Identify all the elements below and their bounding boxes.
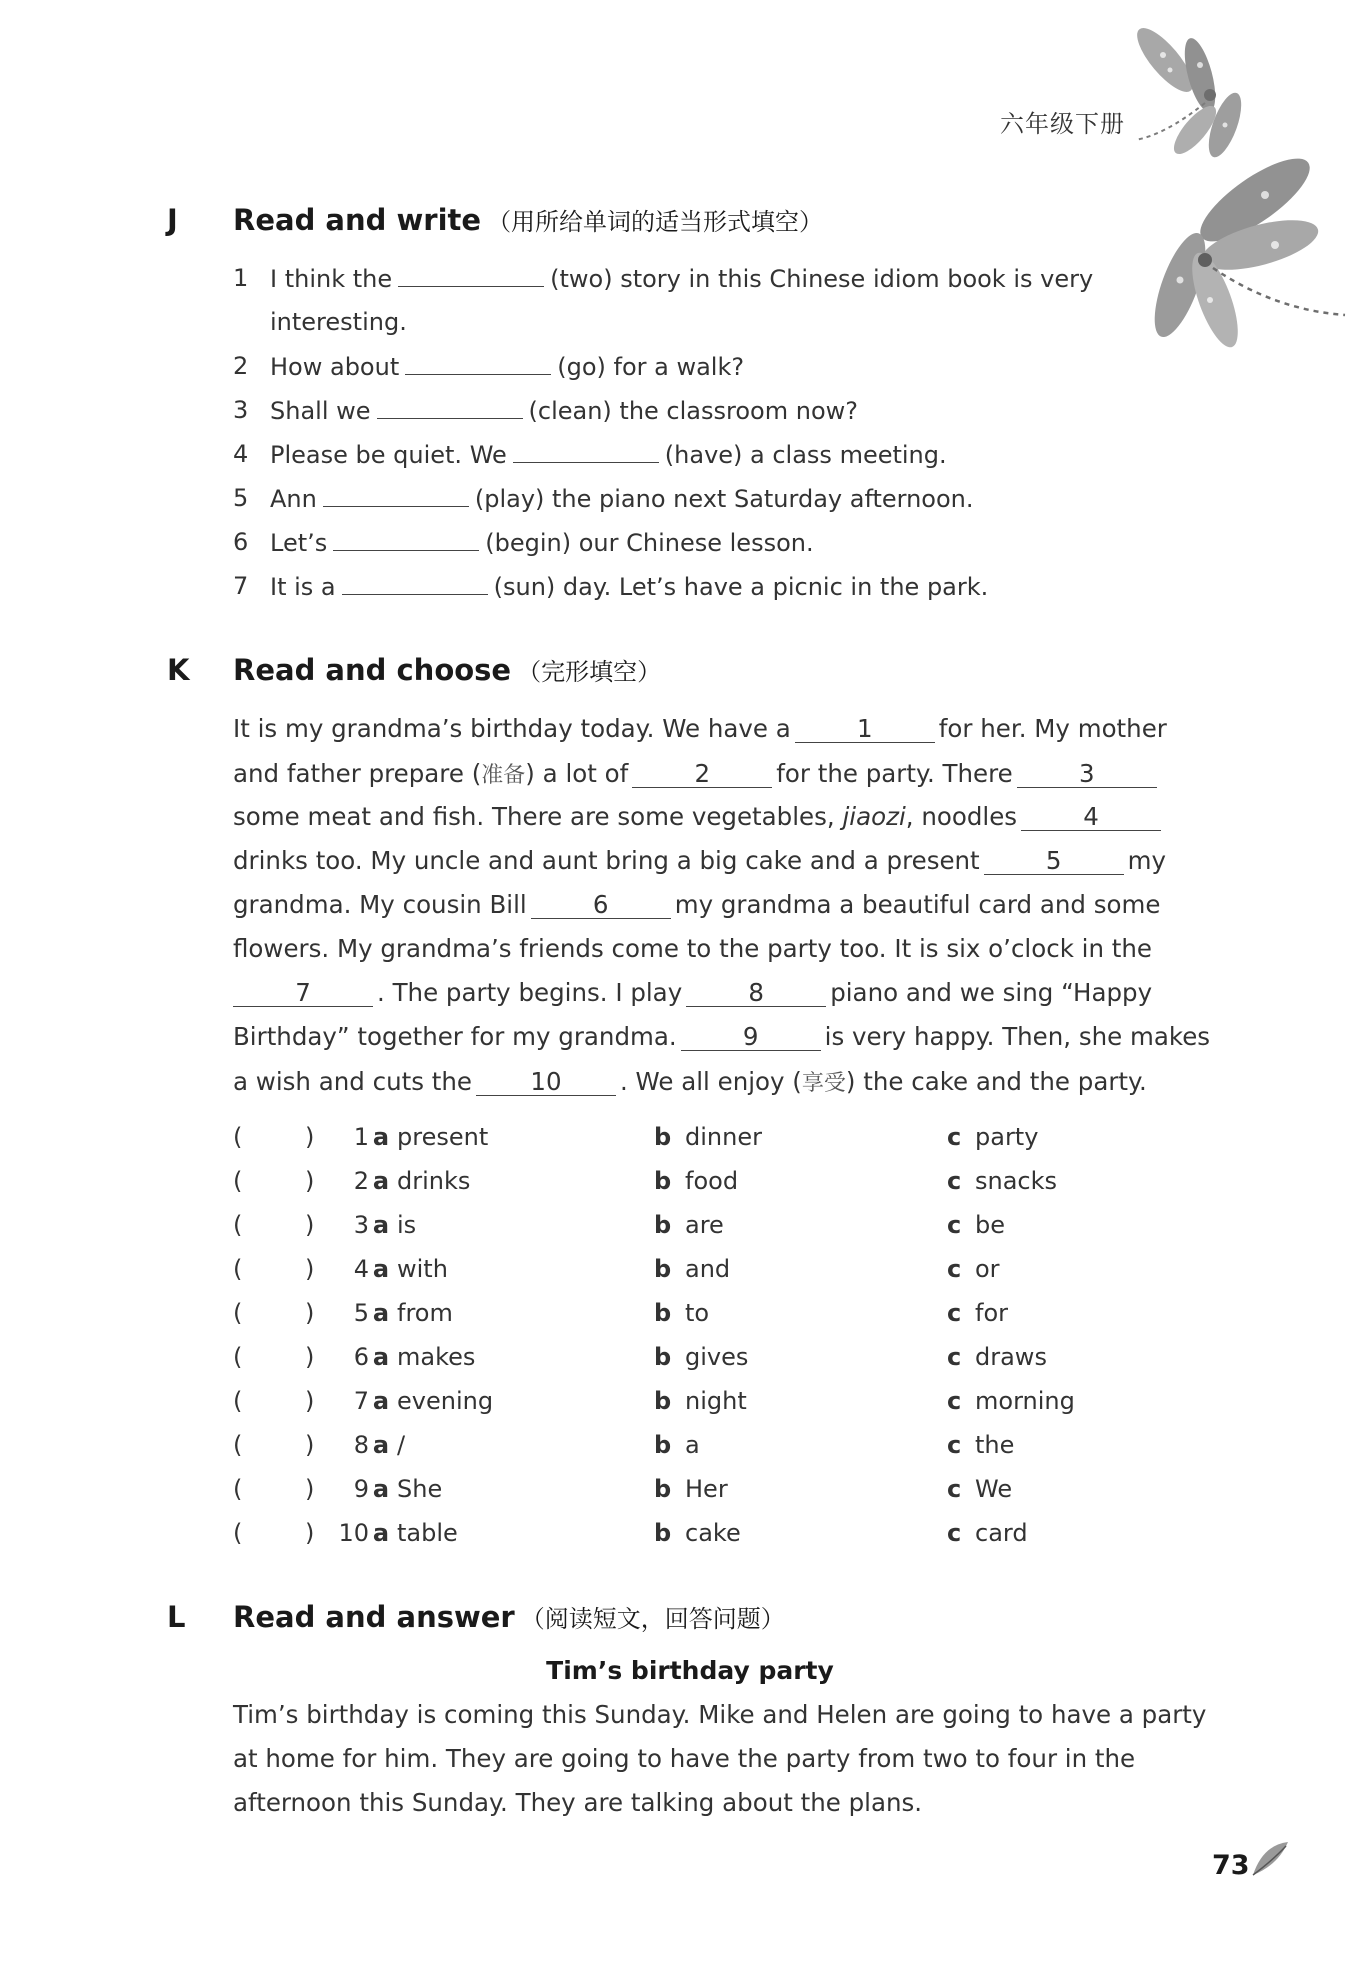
passage-text: grandma. My cousin Bill: [233, 890, 527, 919]
option-letter-a: a: [372, 1255, 390, 1283]
item-text: Ann: [270, 485, 317, 513]
option-a-text: table: [397, 1519, 458, 1547]
option-a-text: drinks: [397, 1167, 471, 1195]
answer-paren-close[interactable]: ): [305, 1519, 315, 1547]
answer-blank[interactable]: [405, 352, 551, 375]
passage-text: a wish and cuts the: [233, 1067, 472, 1096]
option-number: 4: [353, 1255, 369, 1283]
answer-paren-open[interactable]: (: [233, 1123, 243, 1151]
option-number: 10: [338, 1519, 369, 1547]
option-b-text: night: [685, 1387, 747, 1415]
option-letter-a: a: [372, 1167, 390, 1195]
passage-text: . The party begins. I play: [377, 978, 683, 1007]
option-letter-c: c: [947, 1255, 962, 1283]
option-letter-a: a: [372, 1211, 390, 1239]
cloze-blank[interactable]: 6: [531, 892, 671, 919]
cloze-blank[interactable]: 7: [233, 980, 373, 1007]
answer-paren-close[interactable]: ): [305, 1299, 315, 1327]
answer-paren-close[interactable]: ): [305, 1343, 315, 1371]
passage-line: [233, 758, 1161, 789]
answer-paren-close[interactable]: ): [305, 1211, 315, 1239]
option-letter-a: a: [372, 1475, 390, 1503]
passage-text: flowers. My grandma’s friends come to the party too. It is six o’clock in the: [233, 934, 1153, 963]
option-row: [233, 1475, 1133, 1511]
option-number: 6: [353, 1343, 369, 1371]
option-letter-b: b: [654, 1255, 672, 1283]
option-letter-c: c: [947, 1123, 962, 1151]
option-c-text: the: [975, 1431, 1015, 1459]
item-text: (play) the piano next Saturday afternoon.: [474, 485, 974, 513]
option-letter-a: a: [372, 1387, 390, 1415]
option-a-text: makes: [397, 1343, 476, 1371]
passage-text: drinks too. My uncle and aunt bring a big cake and a present: [233, 846, 980, 875]
passage-line: [233, 802, 1165, 831]
option-row: [233, 1255, 1133, 1291]
option-row: [233, 1343, 1133, 1379]
option-b-text: dinner: [685, 1123, 762, 1151]
option-a-text: evening: [397, 1387, 494, 1415]
option-number: 9: [353, 1475, 369, 1503]
answer-paren-close[interactable]: ): [305, 1123, 315, 1151]
option-letter-b: b: [654, 1343, 672, 1371]
answer-paren-open[interactable]: (: [233, 1255, 243, 1283]
option-c-text: morning: [975, 1387, 1075, 1415]
section-instruction: （完形填空）: [517, 658, 662, 686]
item-text: interesting.: [270, 308, 407, 336]
option-b-text: a: [685, 1431, 700, 1459]
option-c-text: draws: [975, 1343, 1047, 1371]
passage-text: my: [1127, 846, 1167, 875]
section-letter: J: [167, 203, 178, 237]
item-text: (have) a class meeting.: [664, 441, 947, 469]
option-letter-a: a: [372, 1519, 390, 1547]
option-c-text: for: [975, 1299, 1008, 1327]
passage-text: piano and we sing “Happy: [830, 978, 1153, 1007]
option-letter-a: a: [372, 1431, 390, 1459]
item-number: 1: [233, 264, 249, 292]
option-letter-c: c: [947, 1343, 962, 1371]
option-letter-c: c: [947, 1475, 962, 1503]
option-a-text: from: [397, 1299, 453, 1327]
option-letter-b: b: [654, 1211, 672, 1239]
option-letter-b: b: [654, 1519, 672, 1547]
option-number: 8: [353, 1431, 369, 1459]
answer-blank[interactable]: [377, 396, 523, 419]
story-line: afternoon this Sunday. They are talking about the plans.: [233, 1788, 923, 1817]
option-letter-c: c: [947, 1519, 962, 1547]
option-row: [233, 1167, 1133, 1203]
cloze-blank[interactable]: 8: [686, 980, 826, 1007]
passage-text: and father prepare (: [233, 759, 482, 788]
option-c-text: be: [975, 1211, 1005, 1239]
answer-paren-open[interactable]: (: [233, 1211, 243, 1239]
cloze-blank[interactable]: 2: [632, 761, 772, 788]
passage-text: for the party. There: [776, 759, 1013, 788]
gloss-text: 准备: [481, 763, 526, 788]
option-number: 7: [353, 1387, 369, 1415]
option-b-text: gives: [685, 1343, 749, 1371]
option-row: [233, 1431, 1133, 1467]
item-text: (begin) our Chinese lesson.: [485, 529, 814, 557]
option-number: 3: [353, 1211, 369, 1239]
passage-line: [233, 1066, 1147, 1097]
section-title: [233, 1599, 785, 1634]
option-letter-a: a: [372, 1123, 390, 1151]
option-letter-b: b: [654, 1387, 672, 1415]
answer-blank[interactable]: [398, 264, 544, 287]
option-row: [233, 1123, 1133, 1159]
answer-paren-open[interactable]: (: [233, 1343, 243, 1371]
item-number: 5: [233, 484, 249, 512]
option-row: [233, 1211, 1133, 1247]
option-a-text: with: [397, 1255, 448, 1283]
item-number: 2: [233, 352, 249, 380]
option-letter-b: b: [654, 1123, 672, 1151]
passage-text: my grandma a beautiful card and some: [674, 890, 1161, 919]
passage-line: [233, 714, 1167, 743]
answer-blank[interactable]: [333, 528, 479, 551]
leaf-icon: [1248, 1840, 1293, 1880]
option-row: [233, 1519, 1133, 1555]
answer-paren-open[interactable]: (: [233, 1475, 243, 1503]
passage-text: ) a lot of: [525, 759, 629, 788]
item-text: Please be quiet. We: [270, 441, 507, 469]
passage-line: [233, 934, 1152, 963]
story-title: Tim’s birthday party: [546, 1656, 834, 1685]
passage-line: [233, 978, 1152, 1007]
section-title-text: Read and choose: [233, 653, 512, 687]
answer-paren-close[interactable]: ): [305, 1475, 315, 1503]
option-c-text: card: [975, 1519, 1028, 1547]
option-b-text: food: [685, 1167, 739, 1195]
item-text: Let’s: [270, 529, 328, 557]
story-line: at home for him. They are going to have the party from two to four in the: [233, 1744, 1136, 1773]
gloss-text: 享受: [801, 1071, 846, 1096]
option-letter-c: c: [947, 1387, 962, 1415]
passage-text: It is my grandma’s birthday today. We have a: [233, 714, 791, 743]
option-a-text: /: [397, 1431, 406, 1459]
section-title: [233, 652, 661, 687]
option-b-text: to: [685, 1299, 710, 1327]
option-number: 1: [353, 1123, 369, 1151]
answer-paren-open[interactable]: (: [233, 1167, 243, 1195]
passage-text: Birthday” together for my grandma.: [233, 1022, 677, 1051]
cloze-blank[interactable]: 10: [476, 1069, 616, 1096]
answer-blank[interactable]: [342, 572, 488, 595]
answer-paren-open[interactable]: (: [233, 1431, 243, 1459]
item-text: How about: [270, 353, 400, 381]
story-line: Tim’s birthday is coming this Sunday. Mike and Helen are going to have a party: [233, 1700, 1207, 1729]
item-number: 6: [233, 528, 249, 556]
answer-paren-open[interactable]: (: [233, 1299, 243, 1327]
passage-text: for her. My mother: [938, 714, 1167, 743]
option-letter-c: c: [947, 1211, 962, 1239]
answer-paren-open[interactable]: (: [233, 1387, 243, 1415]
option-c-text: We: [975, 1475, 1013, 1503]
option-letter-b: b: [654, 1475, 672, 1503]
option-b-text: are: [685, 1211, 724, 1239]
item-text: I think the: [270, 265, 393, 293]
item-text: (sun) day. Let’s have a picnic in the park.: [493, 573, 989, 601]
passage-text: ) the cake and the party.: [845, 1067, 1147, 1096]
answer-paren-close[interactable]: ): [305, 1255, 315, 1283]
answer-paren-open[interactable]: (: [233, 1519, 243, 1547]
option-b-text: and: [685, 1255, 731, 1283]
answer-blank[interactable]: [323, 484, 469, 507]
option-letter-a: a: [372, 1299, 390, 1327]
option-letter-c: c: [947, 1431, 962, 1459]
option-a-text: is: [397, 1211, 417, 1239]
passage-text: , noodles: [905, 802, 1018, 831]
passage-text: . We all enjoy (: [619, 1067, 802, 1096]
section-title: [233, 202, 823, 237]
item-text: Shall we: [270, 397, 371, 425]
option-c-text: party: [975, 1123, 1039, 1151]
grade-label: 六年级下册: [1000, 110, 1125, 138]
item-text: It is a: [270, 573, 336, 601]
section-instruction: （用所给单词的适当形式填空）: [487, 208, 824, 236]
item-text: (two) story in this Chinese idiom book is very: [550, 265, 1094, 293]
section-title-text: Read and answer: [233, 1600, 515, 1634]
passage-text: is very happy. Then, she makes: [824, 1022, 1211, 1051]
option-letter-b: b: [654, 1431, 672, 1459]
option-letter-a: a: [372, 1343, 390, 1371]
option-letter-c: c: [947, 1299, 962, 1327]
answer-paren-close[interactable]: ): [305, 1387, 315, 1415]
option-number: 2: [353, 1167, 369, 1195]
passage-line: [233, 890, 1160, 919]
answer-paren-close[interactable]: ): [305, 1431, 315, 1459]
option-a-text: present: [397, 1123, 489, 1151]
section-letter: L: [167, 1600, 186, 1634]
item-text: (go) for a walk?: [557, 353, 745, 381]
option-row: [233, 1387, 1133, 1423]
answer-blank[interactable]: [513, 440, 659, 463]
cloze-blank[interactable]: 9: [681, 1024, 821, 1051]
item-number: 4: [233, 440, 249, 468]
section-letter: K: [167, 653, 190, 687]
item-number: 7: [233, 572, 249, 600]
option-letter-c: c: [947, 1167, 962, 1195]
passage-italic: jiaozi: [842, 802, 906, 831]
option-number: 5: [353, 1299, 369, 1327]
item-text: (clean) the classroom now?: [528, 397, 858, 425]
option-a-text: She: [397, 1475, 443, 1503]
passage-text: some meat and fish. There are some vegetables,: [233, 802, 835, 831]
option-row: [233, 1299, 1133, 1335]
option-c-text: or: [975, 1255, 1000, 1283]
page-number: 73: [1212, 1850, 1250, 1881]
answer-paren-close[interactable]: ): [305, 1167, 315, 1195]
dragonfly-icon: [1125, 150, 1350, 380]
option-b-text: cake: [685, 1519, 741, 1547]
passage-line: [233, 846, 1166, 875]
cloze-blank[interactable]: 5: [984, 848, 1124, 875]
cloze-blank[interactable]: 4: [1021, 804, 1161, 831]
section-title-text: Read and write: [233, 203, 482, 237]
cloze-blank[interactable]: 3: [1017, 761, 1157, 788]
option-letter-b: b: [654, 1299, 672, 1327]
cloze-blank[interactable]: 1: [795, 716, 935, 743]
item-number: 3: [233, 396, 249, 424]
section-instruction: （阅读短文，回答问题）: [520, 1605, 785, 1633]
option-b-text: Her: [685, 1475, 728, 1503]
option-letter-b: b: [654, 1167, 672, 1195]
option-c-text: snacks: [975, 1167, 1058, 1195]
passage-line: [233, 1022, 1210, 1051]
